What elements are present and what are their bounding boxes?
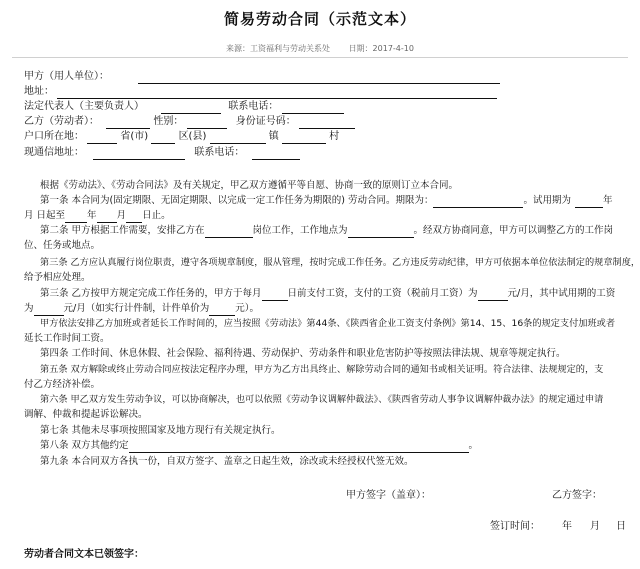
divider: [12, 57, 628, 58]
hukou-line: [24, 130, 339, 144]
clause-5-line2: 延长工作时间工资。: [24, 333, 110, 344]
clause-1-line2: [24, 209, 171, 223]
employee-line: [24, 115, 355, 129]
clause-1-part-a: 第一条 本合同为(固定期限、无固定期限、以完成一定工作任务为期限的) 劳动合同。期限为：: [40, 195, 434, 206]
gender-field[interactable]: [187, 117, 227, 129]
clause-4-part-e: 元/月（如实行计件制，计件单价为: [63, 303, 210, 314]
page-title: 简易劳动合同（示范文本）: [223, 10, 416, 28]
clause-2-part-b: 岗位工作，工作地点为: [252, 225, 348, 236]
monthly-salary-field[interactable]: [478, 289, 508, 301]
address-label: 地址：: [24, 86, 54, 97]
other-agreement-field[interactable]: [129, 441, 469, 453]
clause-11: 第九条 本合同双方各执一份，自双方签字、盖章之日起生效，涂改或未经授权代签无效。: [40, 456, 414, 467]
sign-month-label: 月: [590, 521, 600, 532]
employee-field[interactable]: [106, 117, 150, 129]
clause-2-line2: 位、任务或地点。: [24, 240, 101, 251]
pay-day-field[interactable]: [262, 289, 288, 301]
village-label: 村: [329, 131, 340, 142]
contact-phone2-label: 联系电话：: [194, 147, 245, 158]
clause-1-part-d: 月 日起至: [24, 210, 66, 221]
clause-8-line1: 第六条 甲乙双方发生劳动争议，可以协商解决，也可以依照《劳动争议调解仲裁法》、《陕西省劳动人事争议调解仲裁办法》的规定通过申请: [40, 394, 604, 405]
employer-field[interactable]: [138, 72, 500, 84]
piece-rate-field[interactable]: [209, 304, 235, 316]
contact-phone2-field[interactable]: [252, 148, 300, 160]
address-line: [24, 85, 497, 99]
clause-5-line1: 甲方依法安排乙方加班或者延长工作时间的，应当按照《劳动法》第44条、《陕西省企业工资支付条例》第14、15、16条的规定支付加班或者: [40, 318, 616, 329]
employee-label: 乙方（劳动者）：: [24, 116, 99, 127]
clause-3-line2: 给予相应处理。: [24, 272, 91, 283]
legal-rep-label: 法定代表人（主要负责人）: [24, 101, 144, 112]
clause-1-part-b: 。试用期为: [523, 195, 571, 206]
address-field[interactable]: [57, 87, 497, 99]
clause-7-line1: 第五条 双方解除或终止劳动合同应按法定程序办理，甲方为乙方出具终止、解除劳动合同的通知书或相关证明。符合法律、法规规定的，支: [40, 364, 604, 375]
clause-2-part-a: 第二条 甲方根据工作需要，安排乙方在: [40, 225, 205, 236]
id-label: 身份证号码：: [235, 116, 296, 127]
sign-day-label: 日: [616, 521, 626, 532]
clause-1-line1: [40, 194, 613, 208]
probation-end-year-field[interactable]: [65, 211, 87, 223]
source-text: 来源：工资福利与劳动关系处: [226, 44, 331, 53]
clause-2-part-c: 。经双方协商同意，甲方可以调整乙方的工作岗: [413, 225, 614, 236]
article-meta: [0, 43, 640, 54]
clause-4-line2: [24, 302, 259, 316]
current-address-field[interactable]: [93, 148, 185, 160]
hukou-label: 户口所在地：: [24, 131, 84, 142]
id-field[interactable]: [299, 117, 355, 129]
contract-term-field[interactable]: [433, 196, 523, 208]
current-address-label: 现通信地址：: [24, 147, 84, 158]
clause-4-part-c: 元/月，其中试用期的工资: [507, 288, 616, 299]
work-location-field[interactable]: [348, 226, 414, 238]
clause-3-line1: 第三条 乙方应认真履行岗位职责，遵守各项规章制度，服从管理，按时完成工作任务。乙方违反劳动纪律，甲方可依据本单位依法制定的规章制度，: [40, 257, 640, 268]
clause-4-line1: [40, 287, 615, 301]
current-address-line: [24, 146, 300, 160]
sign-year-label: 年: [562, 521, 572, 532]
date-text: 日期：2017-4-10: [348, 44, 414, 53]
employer-sign-label: 甲方签字（盖章）：: [346, 490, 431, 501]
province-label: 省(市): [120, 131, 149, 142]
contact-phone-field[interactable]: [282, 102, 344, 114]
clause-10-part-a: 第八条 双方其他约定: [40, 440, 129, 451]
receipt-label: 劳动者合同文本已领签字：: [24, 549, 144, 560]
clause-1-part-g: 日止。: [142, 210, 171, 221]
clause-7-line2: 付乙方经济补偿。: [24, 379, 101, 390]
clause-4-part-d: 为: [24, 303, 34, 314]
clause-1-part-c: 年: [602, 195, 613, 206]
district-label: 区(县): [178, 131, 207, 142]
position-field[interactable]: [205, 226, 253, 238]
clause-9: 第七条 其他未尽事项按照国家及地方现行有关规定执行。: [40, 425, 281, 436]
employee-sign-label: 乙方签字：: [552, 490, 602, 501]
town-label: 镇: [268, 131, 279, 142]
legal-rep-line: [24, 100, 344, 114]
employer-label: 甲方（用人单位）：: [24, 71, 109, 82]
village-field[interactable]: [282, 132, 326, 144]
probation-end-day-field[interactable]: [126, 211, 142, 223]
probation-end-month-field[interactable]: [97, 211, 117, 223]
contact-phone-label: 联系电话：: [228, 101, 279, 112]
clause-1-part-e: 年: [87, 210, 97, 221]
employer-line: [24, 70, 500, 84]
clause-2-line1: [40, 224, 613, 238]
clause-4-part-a: 第三条 乙方按甲方规定完成工作任务的，甲方于每月: [40, 288, 262, 299]
clause-10: [40, 439, 478, 453]
clause-6: 第四条 工作时间、休息休假、社会保险、福利待遇、劳动保护、劳动条件和职业危害防护等按照法律法规、规章等规定执行。: [40, 348, 566, 359]
town-field[interactable]: [210, 132, 266, 144]
sign-date-label: 签订时间：: [490, 521, 540, 532]
gender-label: 性别：: [153, 116, 184, 127]
clause-4-part-f: 元）。: [235, 303, 259, 314]
clause-4-part-b: 日前支付工资，支付的工资（税前月工资）为: [287, 288, 478, 299]
clause-8-line2: 调解、仲裁和提起诉讼解决。: [24, 409, 148, 420]
legal-rep-field[interactable]: [161, 102, 221, 114]
intro-text: 根据《劳动法》、《劳动合同法》及有关规定，甲乙双方遵循平等自愿、协商一致的原则订立本合同。: [40, 180, 459, 191]
clause-1-part-f: 月: [116, 210, 127, 221]
probation-year-field[interactable]: [575, 196, 603, 208]
probation-salary-field[interactable]: [34, 304, 64, 316]
district-field[interactable]: [151, 132, 175, 144]
clause-10-part-b: 。: [468, 440, 479, 451]
province-field[interactable]: [87, 132, 117, 144]
